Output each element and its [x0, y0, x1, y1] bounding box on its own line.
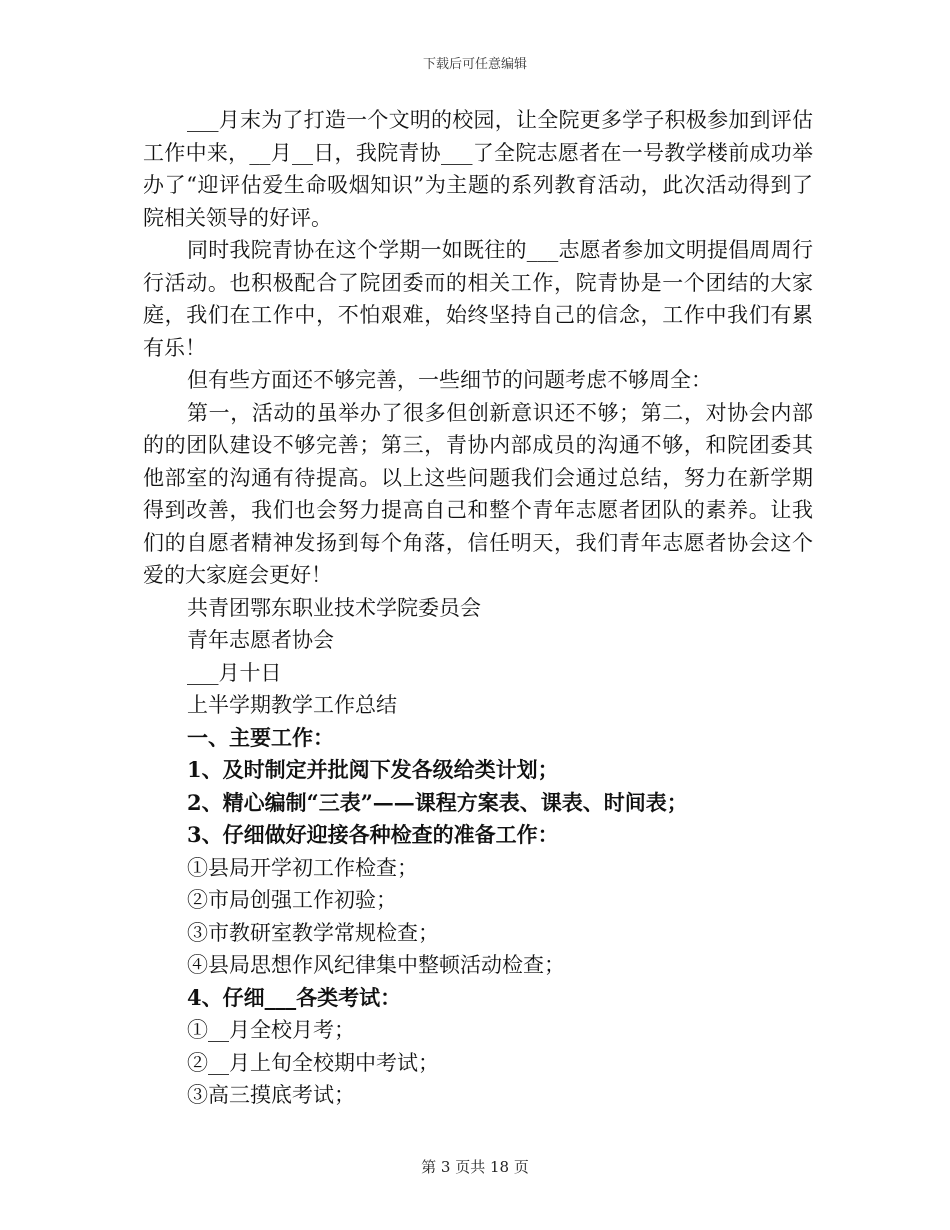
page-number: 第 3 页共 18 页	[421, 1158, 529, 1176]
paragraph: ___月末为了打造一个文明的校园，让全院更多学子积极参加到评估工作中来，__月__日，我院青协___了全院志愿者在一号教学楼前成功举办了“迎评估爱生命吸烟知识”为主题的系列教育活动，此次活动得到了院相关领导的好评。	[143, 108, 813, 230]
paragraph: 第一，活动的虽举办了很多但创新意识还不够；第二，对协会内部的的团队建设不够完善；第三，青协内部成员的沟通不够，和院团委其他部室的沟通有待提高。以上这些问题我们会通过总结，努力在新学期得到改善，我们也会努力提高自己和整个青年志愿者团队的素养。让我们的自愿者精神发扬到每个角落，信任明天，我们青年志愿者协会这个爱的大家庭会更好！	[143, 400, 813, 587]
sub-list-item: ③高三摸底考试；	[187, 1083, 355, 1107]
sub-list-item: ①__月全校月考；	[187, 1018, 355, 1042]
document-body	[143, 104, 813, 1112]
signature-date: ___月十日	[187, 660, 282, 685]
list-item: 2、精心编制“三表”——课程方案表、课表、时间表；	[187, 789, 688, 815]
list-item: 4、仔细___各类考试：	[187, 984, 402, 1010]
sub-list-item: ④县局思想作风纪律集中整顿活动检查；	[187, 953, 565, 977]
sub-list-item: ②__月上旬全校期中考试；	[187, 1050, 439, 1075]
paragraph: 但有些方面还不够完善，一些细节的问题考虑不够周全：	[187, 368, 712, 392]
signature-dept: 青年志愿者协会	[187, 628, 334, 652]
paragraph: 同时我院青协在这个学期一如既往的___志愿者参加文明提倡周周行行活动。也积极配合了院团委而的相关工作，院青协是一个团结的大家庭，我们在工作中，不怕艰难，始终坚持自己的信念，工作中我们有累有乐！	[143, 238, 813, 360]
list-item: 1、及时制定并批阅下发各级给类计划；	[187, 757, 559, 782]
sub-list-item: ①县局开学初工作检查；	[187, 855, 418, 880]
sub-list-item: ③市教研室教学常规检查；	[187, 920, 439, 945]
list-item: 3、仔细做好迎接各种检查的准备工作：	[187, 822, 559, 847]
heading-main-work: 一、主要工作：	[187, 724, 334, 750]
header-note: 下载后可任意编辑	[422, 57, 527, 72]
section-title: 上半学期教学工作总结	[187, 693, 397, 717]
sub-list-item: ②市局创强工作初验；	[187, 888, 397, 912]
signature-org: 共青团鄂东职业技术学院委员会	[187, 595, 481, 620]
